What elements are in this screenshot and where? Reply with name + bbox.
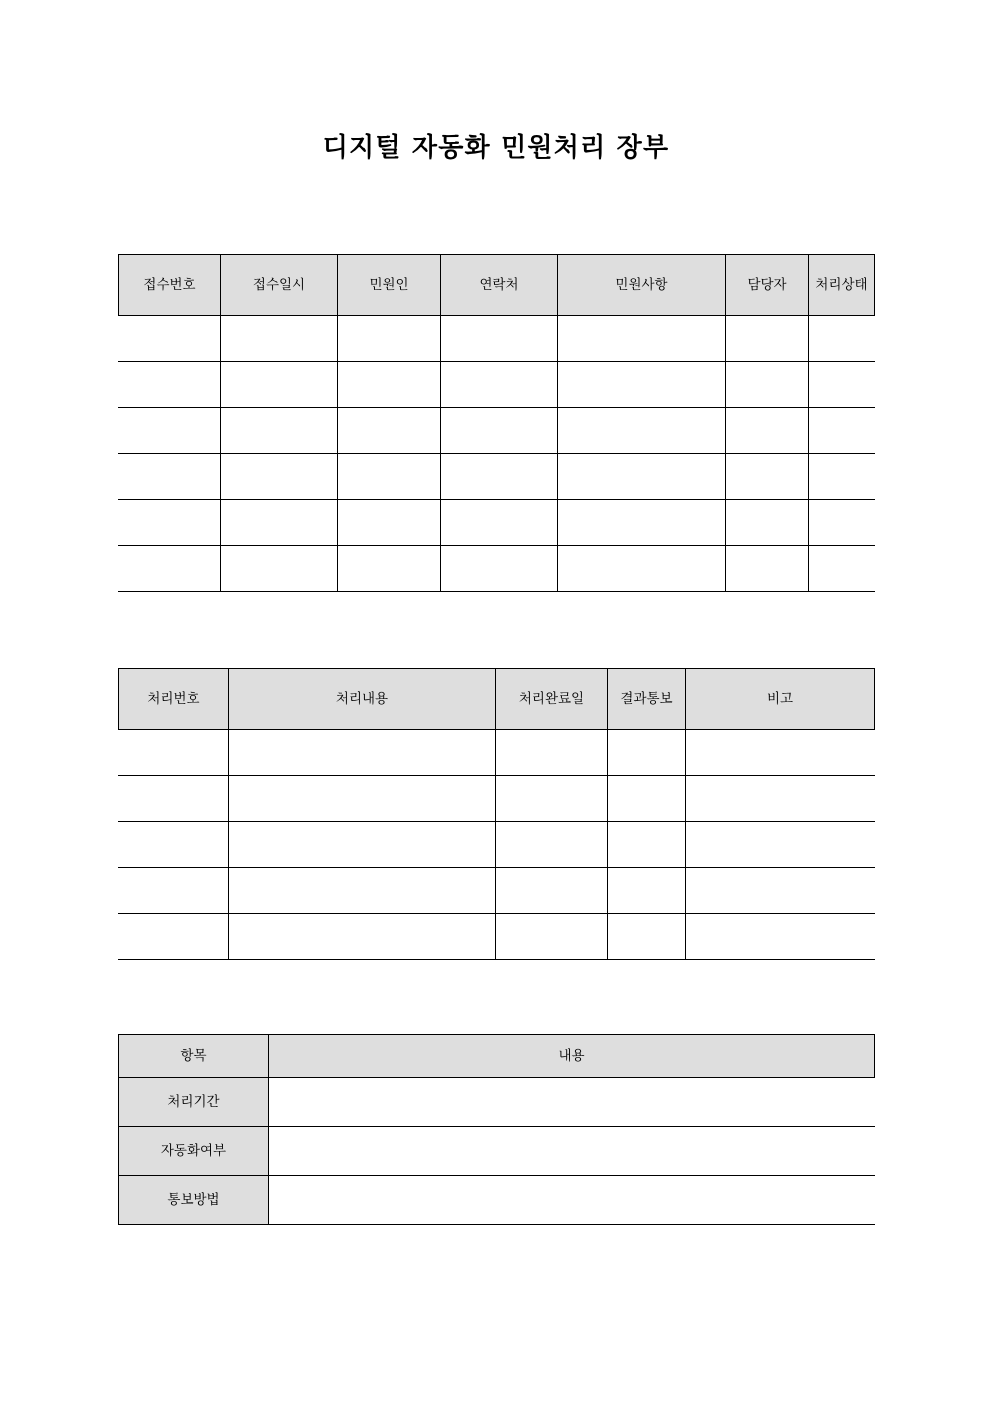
processing-cell[interactable] [229, 914, 496, 960]
reception-cell[interactable] [726, 454, 809, 500]
processing-cell[interactable] [496, 776, 608, 822]
table-row [119, 362, 875, 408]
table-row [119, 1078, 875, 1127]
reception-cell[interactable] [338, 454, 441, 500]
summary-table [118, 1034, 875, 1225]
reception-cell[interactable] [726, 408, 809, 454]
processing-cell[interactable] [608, 776, 686, 822]
reception-cell[interactable] [221, 362, 338, 408]
processing-cell[interactable] [119, 822, 229, 868]
processing-cell[interactable] [686, 868, 875, 914]
table-row [119, 500, 875, 546]
reception-cell[interactable] [809, 362, 875, 408]
reception-cell[interactable] [338, 316, 441, 362]
table-header-row [119, 669, 875, 730]
table-row [119, 408, 875, 454]
table-row [119, 316, 875, 362]
reception-cell[interactable] [726, 500, 809, 546]
processing-cell[interactable] [119, 730, 229, 776]
processing-cell[interactable] [496, 868, 608, 914]
table-row [119, 822, 875, 868]
processing-cell[interactable] [229, 822, 496, 868]
reception-header-3: 민원인 [338, 255, 441, 316]
reception-cell[interactable] [441, 362, 558, 408]
table-row [119, 914, 875, 960]
reception-cell[interactable] [338, 362, 441, 408]
reception-cell[interactable] [726, 546, 809, 592]
summary-row-value[interactable] [269, 1078, 875, 1127]
processing-table-body [119, 730, 875, 960]
reception-cell[interactable] [338, 408, 441, 454]
processing-cell[interactable] [608, 730, 686, 776]
reception-cell[interactable] [338, 500, 441, 546]
reception-cell[interactable] [221, 500, 338, 546]
reception-cell[interactable] [119, 546, 221, 592]
table-header-row [119, 1035, 875, 1078]
reception-cell[interactable] [558, 362, 726, 408]
reception-cell[interactable] [809, 546, 875, 592]
reception-cell[interactable] [558, 408, 726, 454]
reception-header-4: 연락처 [441, 255, 558, 316]
table-row [119, 1176, 875, 1225]
reception-cell[interactable] [441, 454, 558, 500]
table-row [119, 1127, 875, 1176]
reception-cell[interactable] [119, 408, 221, 454]
processing-cell[interactable] [229, 776, 496, 822]
reception-cell[interactable] [809, 454, 875, 500]
reception-cell[interactable] [119, 316, 221, 362]
processing-cell[interactable] [686, 822, 875, 868]
reception-cell[interactable] [338, 546, 441, 592]
reception-cell[interactable] [726, 362, 809, 408]
processing-header-1: 처리번호 [119, 669, 229, 730]
processing-header-3: 처리완료일 [496, 669, 608, 730]
processing-cell[interactable] [119, 868, 229, 914]
processing-cell[interactable] [229, 730, 496, 776]
reception-cell[interactable] [558, 316, 726, 362]
summary-header-1: 항목 [119, 1035, 269, 1078]
processing-cell[interactable] [686, 914, 875, 960]
summary-row-value[interactable] [269, 1127, 875, 1176]
reception-cell[interactable] [441, 408, 558, 454]
reception-cell[interactable] [221, 408, 338, 454]
summary-header-2: 내용 [269, 1035, 875, 1078]
reception-cell[interactable] [119, 362, 221, 408]
reception-cell[interactable] [558, 454, 726, 500]
processing-cell[interactable] [686, 730, 875, 776]
table-header-row [119, 255, 875, 316]
reception-header-1: 접수번호 [119, 255, 221, 316]
summary-table-head [119, 1035, 875, 1078]
processing-cell[interactable] [686, 776, 875, 822]
reception-table-head [119, 255, 875, 316]
processing-cell[interactable] [496, 822, 608, 868]
table-row [119, 546, 875, 592]
reception-cell[interactable] [441, 546, 558, 592]
processing-cell[interactable] [496, 914, 608, 960]
processing-cell[interactable] [496, 730, 608, 776]
processing-table [118, 668, 875, 960]
processing-header-5: 비고 [686, 669, 875, 730]
processing-cell[interactable] [119, 914, 229, 960]
reception-cell[interactable] [558, 500, 726, 546]
table-row [119, 730, 875, 776]
table-row [119, 776, 875, 822]
reception-table-body [119, 316, 875, 592]
reception-header-7: 처리상태 [809, 255, 875, 316]
reception-header-5: 민원사항 [558, 255, 726, 316]
table-row [119, 868, 875, 914]
reception-cell[interactable] [441, 316, 558, 362]
reception-cell[interactable] [441, 500, 558, 546]
summary-row-label: 처리기간 [119, 1078, 269, 1127]
processing-cell[interactable] [608, 868, 686, 914]
summary-row-label: 자동화여부 [119, 1127, 269, 1176]
reception-header-2: 접수일시 [221, 255, 338, 316]
reception-cell[interactable] [119, 454, 221, 500]
reception-cell[interactable] [221, 546, 338, 592]
reception-cell[interactable] [119, 500, 221, 546]
reception-header-6: 담당자 [726, 255, 809, 316]
page-title: 디지털 자동화 민원처리 장부 [322, 133, 670, 163]
processing-cell[interactable] [608, 822, 686, 868]
reception-cell[interactable] [809, 408, 875, 454]
reception-cell[interactable] [809, 500, 875, 546]
processing-cell[interactable] [608, 914, 686, 960]
reception-cell[interactable] [809, 316, 875, 362]
processing-table-head [119, 669, 875, 730]
processing-cell[interactable] [119, 776, 229, 822]
processing-header-4: 결과통보 [608, 669, 686, 730]
reception-table [118, 254, 875, 592]
reception-cell[interactable] [726, 316, 809, 362]
summary-table-body [119, 1078, 875, 1225]
reception-cell[interactable] [558, 546, 726, 592]
processing-header-2: 처리내용 [229, 669, 496, 730]
reception-cell[interactable] [221, 454, 338, 500]
reception-cell[interactable] [221, 316, 338, 362]
processing-cell[interactable] [229, 868, 496, 914]
summary-row-label: 통보방법 [119, 1176, 269, 1225]
table-row [119, 454, 875, 500]
summary-row-value[interactable] [269, 1176, 875, 1225]
